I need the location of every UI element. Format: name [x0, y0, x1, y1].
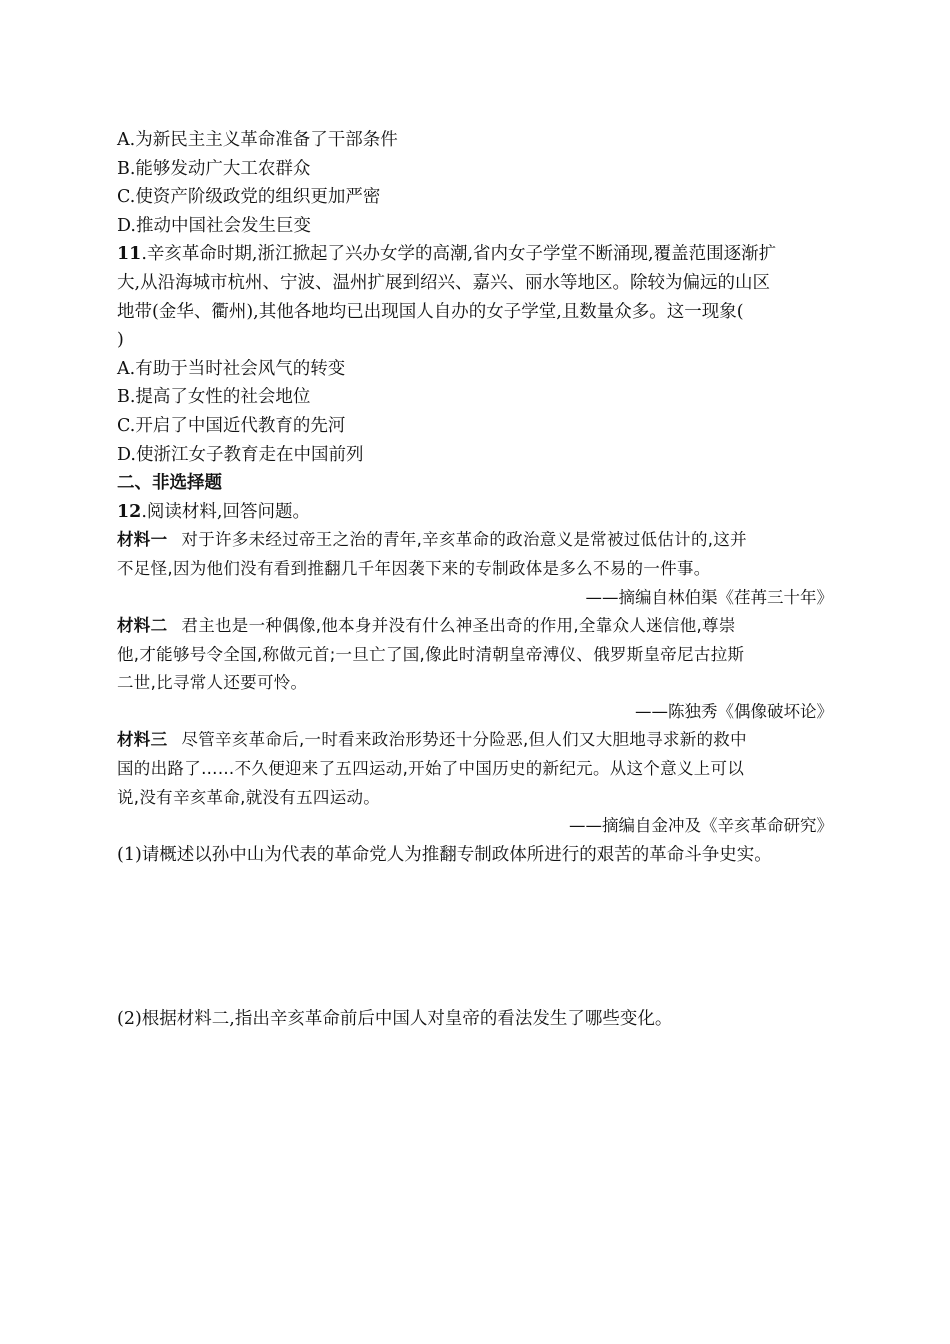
material-3 — [117, 726, 833, 840]
material-2-label: 材料二 — [117, 616, 168, 636]
material-1-label: 材料一 — [117, 530, 168, 550]
material-2-text1: 君主也是一种偶像,他本身并没有什么神圣出奇的作用,全靠众人迷信他,尊崇 — [181, 616, 736, 636]
q11-stem-line4: ) — [117, 330, 124, 351]
question-12 — [117, 498, 833, 1034]
q10-option-a: A.为新民主主义革命准备了干部条件 — [117, 130, 398, 150]
q11-option-a: A.有助于当时社会风气的转变 — [117, 358, 346, 379]
material-3-label: 材料三 — [117, 730, 168, 750]
material-1-source: ——摘编自林伯渠《荏苒三十年》 — [585, 587, 833, 607]
q12-subquestion-2: (2)根据材料二,指出辛亥革命前后中国人对皇帝的看法发生了哪些变化。 — [117, 1009, 673, 1030]
q11-stem-line1 — [117, 240, 833, 269]
material-2 — [117, 612, 833, 726]
material-1-line1 — [117, 526, 833, 555]
material-3-text1: 尽管辛亥革命后,一时看来政治形势还十分险恶,但人们又大胆地寻求新的救中 — [181, 730, 747, 750]
q11-option-d: D.使浙江女子教育走在中国前列 — [117, 444, 364, 465]
material-2-line1 — [117, 612, 833, 641]
material-2-line2: 他,才能够号令全国,称做元首;一旦亡了国,像此时清朝皇帝溥仪、俄罗斯皇帝尼古拉斯 — [117, 644, 745, 664]
answer-space-1 — [117, 869, 833, 1005]
material-3-line3: 说,没有辛亥革命,就没有五四运动。 — [117, 787, 381, 807]
q10-option-b: B.能够发动广大工农群众 — [117, 158, 311, 179]
question-11 — [117, 240, 833, 469]
q12-number: 12 — [117, 501, 142, 522]
material-1-line2: 不足怪,因为他们没有看到推翻几千年因袭下来的专制政体是多么不易的一件事。 — [117, 558, 711, 578]
q10-option-d: D.推动中国社会发生巨变 — [117, 215, 311, 236]
q11-option-c: C.开启了中国近代教育的先河 — [117, 415, 346, 436]
material-2-line3: 二世,比寻常人还要可怜。 — [117, 673, 308, 693]
q10-option-c: C.使资产阶级政党的组织更加严密 — [117, 187, 381, 208]
material-2-source: ——陈独秀《偶像破坏论》 — [635, 701, 833, 721]
material-3-line1 — [117, 726, 833, 755]
q11-stem-line3: 地带(金华、衢州),其他各地均已出现国人自办的女子学堂,且数量众多。这一现象( — [117, 301, 744, 322]
q10-options — [117, 126, 833, 240]
material-1 — [117, 526, 833, 612]
q12-stem — [117, 498, 833, 527]
section-title-non-choice: 二、非选择题 — [117, 473, 222, 494]
q12-subquestion-1: (1)请概述以孙中山为代表的革命党人为推翻专制政体所进行的艰苦的革命斗争史实。 — [117, 844, 772, 865]
q12-stem-text: .阅读材料,回答问题。 — [141, 501, 310, 522]
q11-option-b: B.提高了女性的社会地位 — [117, 387, 311, 408]
q11-stem-text1: .辛亥革命时期,浙江掀起了兴办女学的高潮,省内女子学堂不断涌现,覆盖范围逐渐扩 — [141, 244, 777, 265]
material-3-line2: 国的出路了……不久便迎来了五四运动,开始了中国历史的新纪元。从这个意义上可以 — [117, 759, 745, 779]
document-page — [117, 126, 833, 1034]
q11-stem-line2: 大,从沿海城市杭州、宁波、温州扩展到绍兴、嘉兴、丽水等地区。除较为偏远的山区 — [117, 272, 771, 293]
material-3-source: ——摘编自金冲及《辛亥革命研究》 — [569, 816, 833, 836]
q11-number: 11 — [117, 244, 142, 265]
material-1-text1: 对于许多未经过帝王之治的青年,辛亥革命的政治意义是常被过低估计的,这并 — [181, 530, 747, 550]
